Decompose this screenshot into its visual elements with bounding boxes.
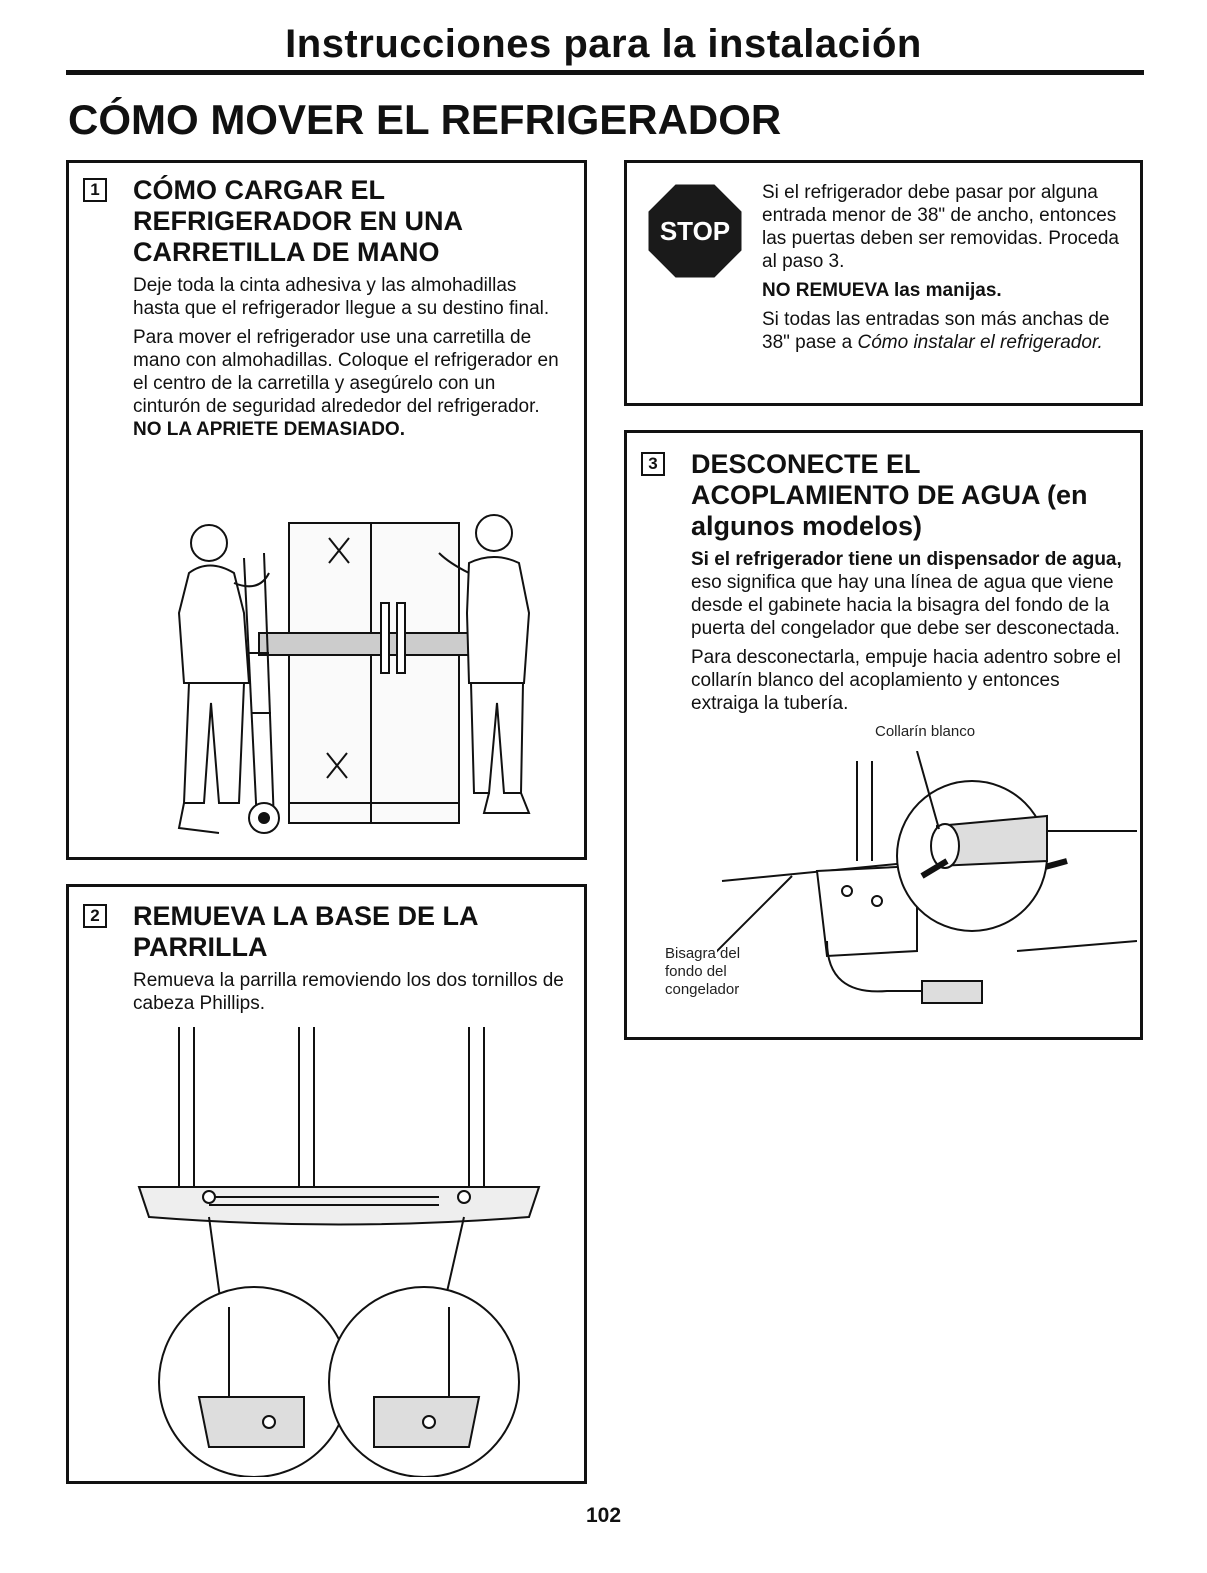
step-3-badge: 3: [641, 452, 665, 476]
stop-warning-text: NO REMUEVA las manijas.: [762, 280, 1002, 301]
water-coupling-illustration: [717, 751, 1137, 1011]
label-white-collar: Collarín blanco: [875, 723, 976, 740]
section-2-heading: [83, 901, 566, 963]
section-1-paragraph-2-text: Para mover el refrigerador use una carretilla de mano con almohadillas. Coloque el refrigerador en el centro de la carretilla y asegúrelo con un cinturón de seguridad alrededor del refrigerador.: [133, 327, 559, 417]
label-hinge-line-1: Bisagra del: [665, 945, 741, 962]
section-3-heading-text: DESCONECTE EL ACOPLAMIENTO DE AGUA (en algunos modelos): [691, 449, 1088, 541]
stop-paragraph-3: [762, 308, 1128, 354]
page-number: 102: [585, 1504, 622, 1527]
stop-paragraph-1: Si el refrigerador debe pasar por alguna entrada menor de 38" de ancho, entonces las puertas deben ser removidas. Proceda al paso 3.: [762, 182, 1119, 272]
stop-warning: [762, 279, 1128, 302]
stop-paragraph-3-link: Cómo instalar el refrigerador.: [857, 332, 1103, 353]
stop-paragraph-3-text: Si todas las entradas son más anchas de 38" pase a: [762, 309, 1110, 353]
section-1-paragraph-2: [133, 326, 566, 441]
section-3-paragraph-1-text: eso significa que hay una línea de agua que viene desde el gabinete hacia la bisagra del fondo de la puerta del congelador que debe ser desconectada.: [691, 572, 1120, 639]
section-1-heading: [83, 175, 566, 268]
step-2-badge: 2: [83, 904, 107, 928]
label-hinge-line-2: fondo del: [665, 963, 727, 980]
section-3-paragraph-1-bold: Si el refrigerador tiene un dispensador de agua,: [691, 549, 1122, 570]
grille-removal-illustration: [119, 1017, 559, 1477]
stop-sign-text: STOP: [659, 216, 731, 246]
section-1-paragraph-1: Deje toda la cinta adhesiva y las almohadillas hasta que el refrigerador llegue a su destino final.: [133, 275, 550, 319]
section-1-box: [66, 160, 587, 860]
section-2-heading-text: REMUEVA LA BASE DE LA PARRILLA: [133, 901, 478, 962]
section-2-box: [66, 884, 587, 1484]
stop-sign-icon: [645, 181, 745, 281]
stop-warning-box: [624, 160, 1143, 406]
section-3-box: [624, 430, 1143, 1040]
section-1-heading-text: CÓMO CARGAR EL REFRIGERADOR EN UNA CARRETILLA DE MANO: [133, 175, 463, 267]
section-2-paragraph-1: Remueva la parrilla removiendo los dos tornillos de cabeza Phillips.: [133, 970, 564, 1014]
section-3-paragraph-2: Para desconectarla, empuje hacia adentro sobre el collarín blanco del acoplamiento y entonces extraiga la tubería.: [691, 647, 1121, 714]
step-1-badge: 1: [83, 178, 107, 202]
header-rule: [66, 70, 1144, 75]
header-title: Instrucciones para la instalación: [285, 22, 922, 66]
page-title: CÓMO MOVER EL REFRIGERADOR: [68, 96, 782, 143]
section-1-warning: NO LA APRIETE DEMASIADO.: [133, 419, 405, 440]
hand-truck-illustration: [149, 503, 549, 848]
label-hinge-line-3: congelador: [665, 981, 740, 998]
section-3-heading: [641, 449, 1126, 542]
section-3-paragraph-1: [691, 548, 1126, 640]
